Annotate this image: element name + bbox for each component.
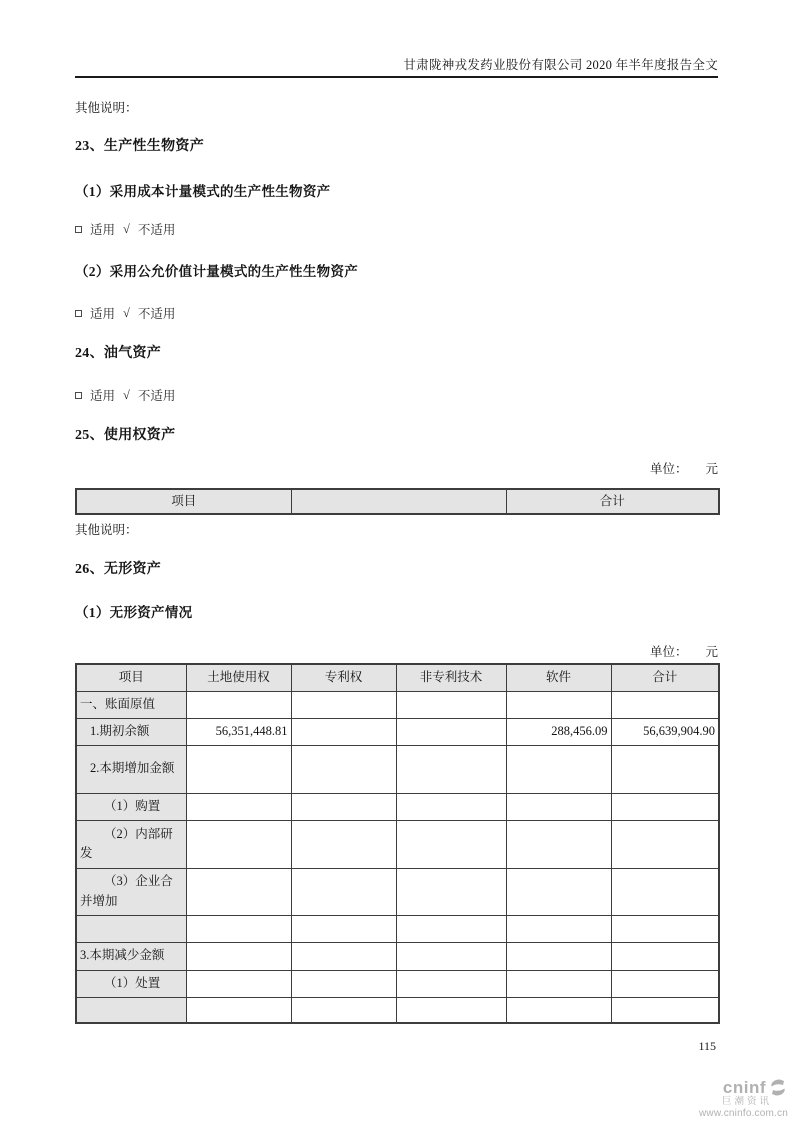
value-cell <box>186 691 291 718</box>
value-cell <box>186 997 291 1023</box>
applicable-label: 适用 <box>90 223 116 237</box>
value-cell <box>186 793 291 820</box>
row-label-cell: （1）处置 <box>76 970 186 997</box>
value-cell <box>506 868 611 915</box>
value-cell: 56,351,448.81 <box>186 718 291 745</box>
applicability-row-24 <box>75 386 718 404</box>
value-cell <box>396 970 506 997</box>
value-cell <box>291 942 396 970</box>
table-row <box>76 997 719 1023</box>
other-notes-label-top: 其他说明： <box>75 101 138 115</box>
value-cell <box>506 820 611 868</box>
row-label-cell <box>76 997 186 1023</box>
value-cell <box>396 942 506 970</box>
row-label-cell: 2.本期增加金额 <box>76 745 186 793</box>
value-cell <box>611 820 719 868</box>
table-row <box>76 915 719 942</box>
value-cell <box>396 997 506 1023</box>
checkbox-icon <box>75 392 82 399</box>
value-cell <box>291 997 396 1023</box>
value-cell <box>186 970 291 997</box>
value-cell <box>186 942 291 970</box>
value-cell <box>611 915 719 942</box>
value-cell <box>396 868 506 915</box>
table-row <box>76 820 719 868</box>
value-cell <box>506 691 611 718</box>
unit-value: 元 <box>705 645 718 659</box>
unit-label: 单位： <box>649 645 688 659</box>
value-cell <box>186 745 291 793</box>
check-mark: √ <box>123 305 130 320</box>
section-26-heading: 26、无形资产 <box>75 562 162 577</box>
value-cell <box>396 745 506 793</box>
value-cell <box>611 942 719 970</box>
value-cell <box>396 718 506 745</box>
table-row <box>76 793 719 820</box>
row-label-cell: 一、账面原值 <box>76 691 186 718</box>
value-cell <box>611 691 719 718</box>
unit-line-25 <box>75 459 718 477</box>
unit-line-26 <box>75 642 718 660</box>
row-label-cell: （1）购置 <box>76 793 186 820</box>
col-header-item: 项目 <box>76 489 291 514</box>
col-header: 软件 <box>506 664 611 691</box>
cninfo-url: www.cninfo.com.cn <box>699 1108 788 1120</box>
section-26-1-heading: （1）无形资产情况 <box>75 605 193 620</box>
intangible-assets-table-body <box>76 664 719 1023</box>
value-cell <box>396 915 506 942</box>
value-cell <box>291 718 396 745</box>
col-header: 专利权 <box>291 664 396 691</box>
value-cell <box>186 820 291 868</box>
value-cell <box>506 745 611 793</box>
value-cell <box>291 745 396 793</box>
section-25-heading: 25、使用权资产 <box>75 428 176 443</box>
value-cell <box>291 970 396 997</box>
right-of-use-assets-table <box>75 488 720 515</box>
value-cell <box>396 691 506 718</box>
col-header: 非专利技术 <box>396 664 506 691</box>
other-notes-label-25: 其他说明： <box>75 523 138 537</box>
value-cell <box>291 820 396 868</box>
value-cell <box>506 970 611 997</box>
col-header-blank <box>291 489 506 514</box>
value-cell <box>506 997 611 1023</box>
value-cell <box>396 820 506 868</box>
cninfo-chinese-name: 巨潮资讯 <box>721 1096 772 1107</box>
col-header: 土地使用权 <box>186 664 291 691</box>
cninfo-swoosh-icon <box>768 1079 788 1096</box>
cninfo-brand-text: cninf <box>722 1078 766 1097</box>
section-23-heading: 23、生产性生物资产 <box>75 139 204 154</box>
value-cell <box>291 793 396 820</box>
page-content <box>75 0 718 1122</box>
value-cell <box>611 970 719 997</box>
value-cell <box>291 868 396 915</box>
check-mark: √ <box>123 221 130 236</box>
table-header-row <box>76 489 719 514</box>
table-row <box>76 691 719 718</box>
unit-label: 单位： <box>649 462 688 476</box>
value-cell <box>506 915 611 942</box>
check-mark: √ <box>123 387 130 402</box>
row-label-cell: （3）企业合并增加 <box>76 868 186 915</box>
value-cell <box>396 793 506 820</box>
header-rule <box>75 76 718 78</box>
table-row <box>76 970 719 997</box>
checkbox-icon <box>75 310 82 317</box>
section-23-2-heading: （2）采用公允价值计量模式的生产性生物资产 <box>75 264 359 279</box>
table-row <box>76 942 719 970</box>
row-label-cell <box>76 915 186 942</box>
cninfo-logo-row <box>699 1079 788 1096</box>
applicable-label: 适用 <box>90 307 116 321</box>
col-header: 项目 <box>76 664 186 691</box>
table-row <box>76 745 719 793</box>
value-cell <box>611 793 719 820</box>
value-cell <box>186 915 291 942</box>
unit-value: 元 <box>705 462 718 476</box>
value-cell <box>611 868 719 915</box>
intangible-assets-table <box>75 663 720 1024</box>
row-label-cell: （2）内部研发 <box>76 820 186 868</box>
value-cell <box>291 915 396 942</box>
not-applicable-label: 不适用 <box>137 307 176 321</box>
section-24-heading: 24、油气资产 <box>75 346 162 361</box>
value-cell: 288,456.09 <box>506 718 611 745</box>
cninfo-logo <box>699 1079 788 1120</box>
not-applicable-label: 不适用 <box>137 223 176 237</box>
value-cell <box>611 745 719 793</box>
table-row <box>76 868 719 915</box>
value-cell: 56,639,904.90 <box>611 718 719 745</box>
table-row <box>76 718 719 745</box>
value-cell <box>506 793 611 820</box>
value-cell <box>506 942 611 970</box>
col-header-total: 合计 <box>506 489 719 514</box>
col-header: 合计 <box>611 664 719 691</box>
applicability-row-23-1 <box>75 220 718 238</box>
applicability-row-23-2 <box>75 304 718 322</box>
value-cell <box>186 868 291 915</box>
row-label-cell: 1.期初余额 <box>76 718 186 745</box>
not-applicable-label: 不适用 <box>137 389 176 403</box>
table-header-row <box>76 664 719 691</box>
row-label-cell: 3.本期减少金额 <box>76 942 186 970</box>
value-cell <box>291 691 396 718</box>
page-number: 115 <box>698 1039 716 1053</box>
section-23-1-heading: （1）采用成本计量模式的生产性生物资产 <box>75 184 331 199</box>
value-cell <box>611 997 719 1023</box>
report-title: 甘肃陇神戎发药业股份有限公司 2020 年半年度报告全文 <box>403 58 718 72</box>
applicable-label: 适用 <box>90 389 116 403</box>
checkbox-icon <box>75 226 82 233</box>
